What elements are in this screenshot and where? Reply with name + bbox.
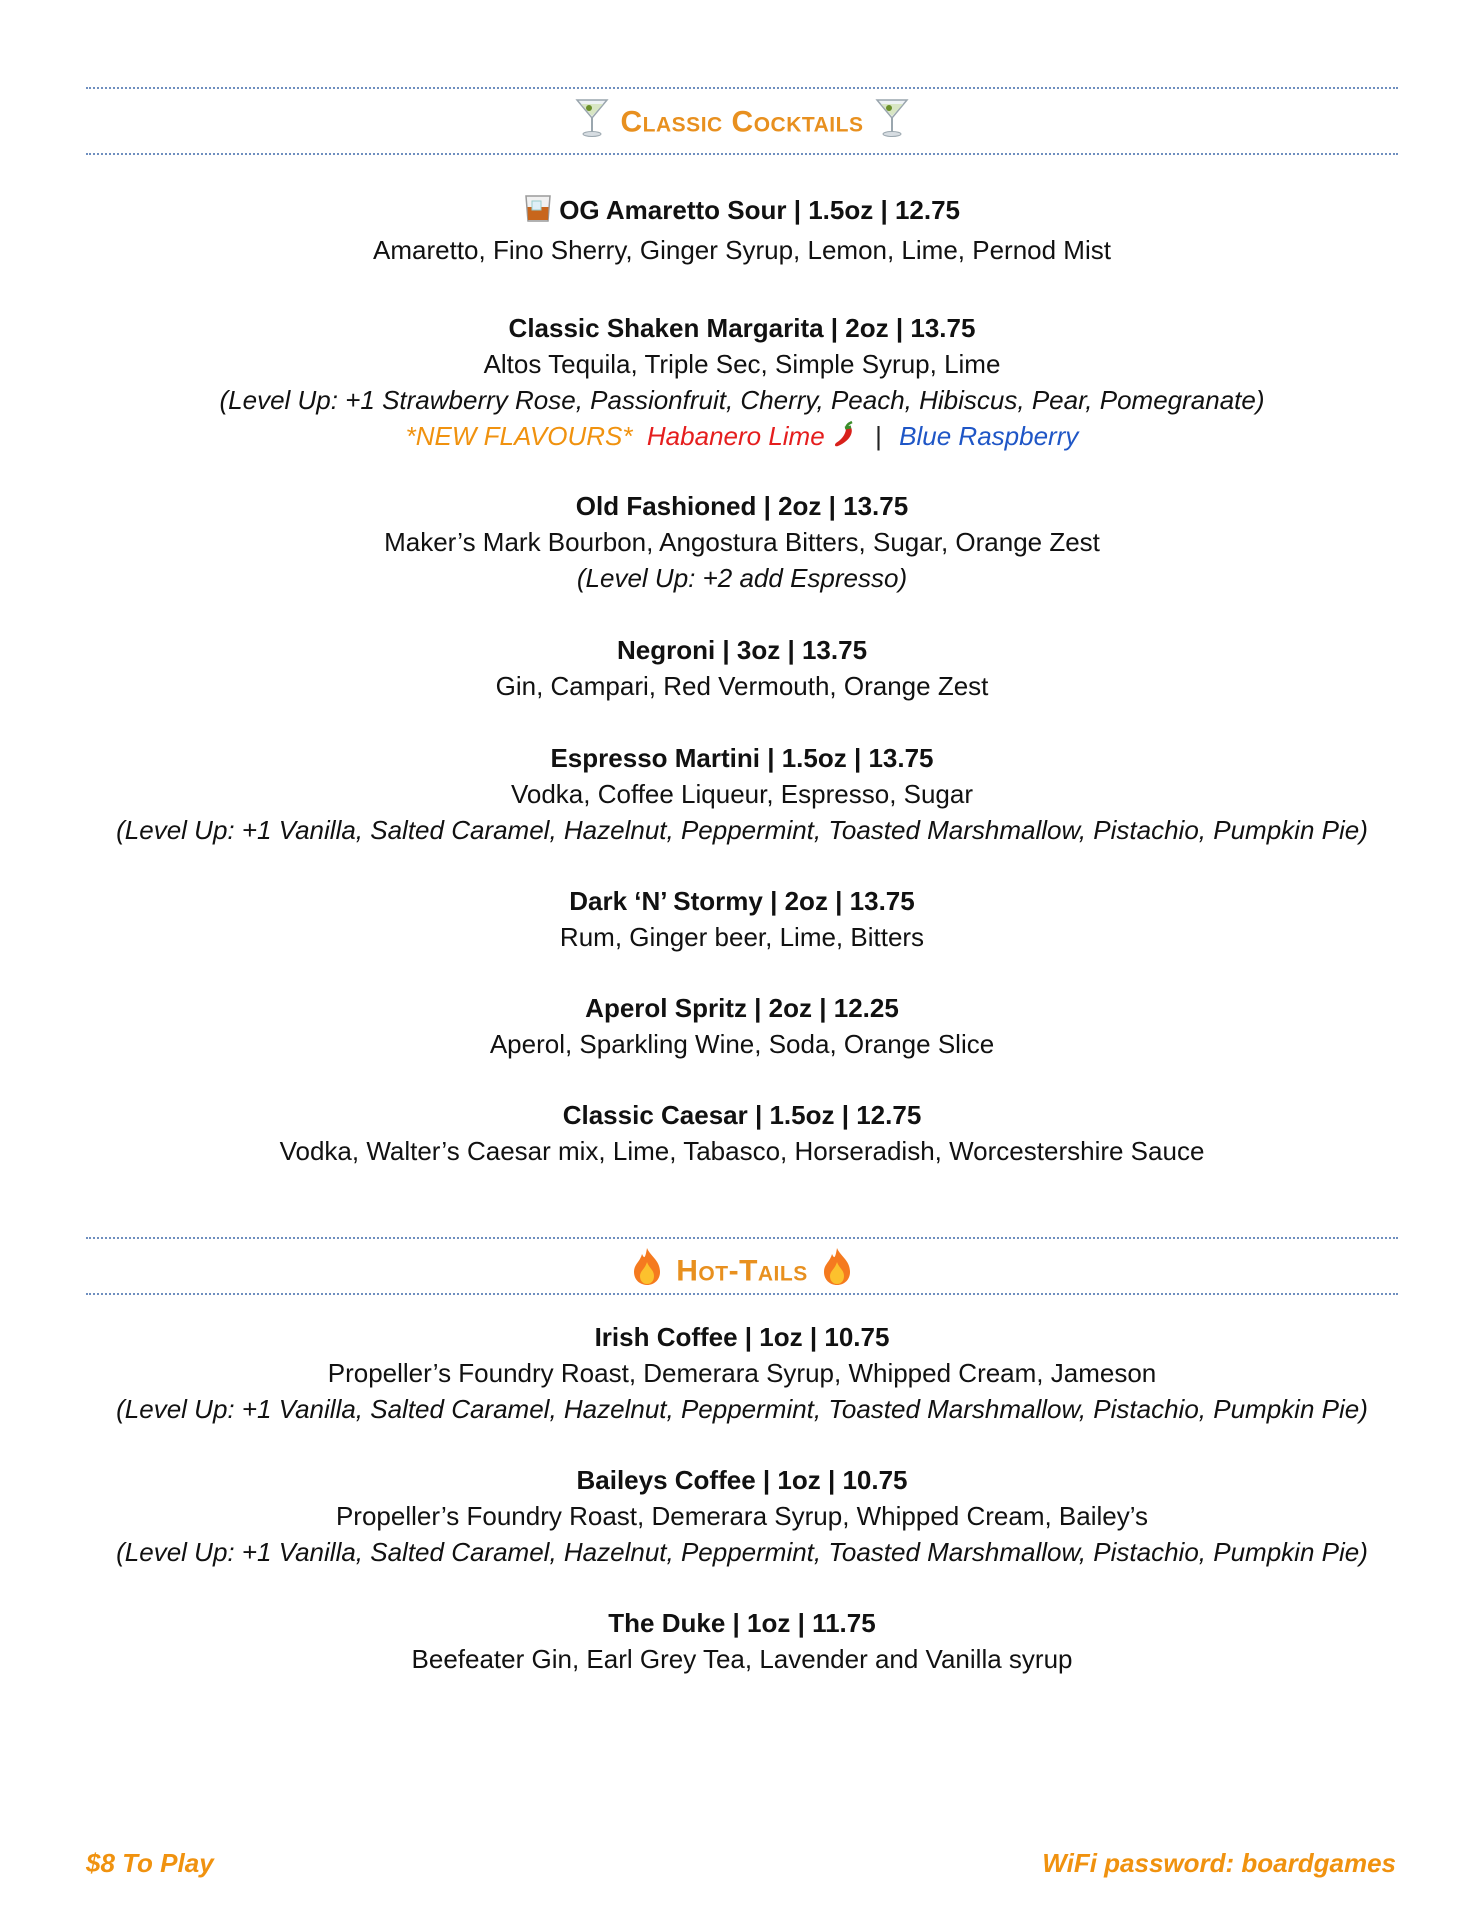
item-description: Beefeater Gin, Earl Grey Tea, Lavender and Vanilla syrup	[411, 1644, 1073, 1674]
menu-item	[0, 192, 1484, 268]
item-description: Propeller’s Foundry Roast, Demerara Syrup, Whipped Cream, Jameson	[327, 1358, 1157, 1388]
classic-cocktails-heading	[0, 96, 1484, 140]
section-divider	[86, 153, 1398, 155]
flavour-separator: |	[875, 421, 882, 451]
menu-item	[0, 1462, 1484, 1570]
item-description: Rum, Ginger beer, Lime, Bitters	[559, 922, 925, 952]
menu-item	[0, 990, 1484, 1062]
item-level-up: (Level Up: +1 Vanilla, Salted Caramel, Hazelnut, Peppermint, Toasted Marshmallow, Pistachio, Pumpkin Pie)	[116, 815, 1368, 845]
new-flavours-row	[0, 418, 1484, 457]
footer-wifi-password: WiFi password: boardgames	[1042, 1848, 1396, 1878]
item-name: Negroni | 3oz | 13.75	[616, 635, 868, 665]
section-title-text: Hot-Tails	[676, 1254, 808, 1288]
item-description: Altos Tequila, Triple Sec, Simple Syrup, Lime	[483, 349, 1001, 379]
item-description: Vodka, Walter’s Caesar mix, Lime, Tabasco, Horseradish, Worcestershire Sauce	[279, 1136, 1205, 1166]
footer-play-price: $8 To Play	[86, 1848, 214, 1878]
fire-icon	[630, 1246, 664, 1299]
section-title-text: Classic Cocktails	[620, 105, 864, 139]
martini-glass-icon	[575, 96, 609, 151]
menu-item	[0, 1097, 1484, 1169]
item-name: Espresso Martini | 1.5oz | 13.75	[550, 743, 934, 773]
item-description: Aperol, Sparkling Wine, Soda, Orange Slice	[489, 1029, 995, 1059]
item-name-row	[0, 192, 1484, 232]
blue-raspberry-flavour: Blue Raspberry	[899, 421, 1079, 451]
item-name: The Duke | 1oz | 11.75	[608, 1608, 876, 1638]
section-divider	[86, 1237, 1398, 1239]
item-name: Dark ‘N’ Stormy | 2oz | 13.75	[569, 886, 915, 916]
item-level-up: (Level Up: +1 Strawberry Rose, Passionfruit, Cherry, Peach, Hibiscus, Pear, Pomegranate)	[219, 385, 1265, 415]
menu-item	[0, 632, 1484, 704]
item-level-up: (Level Up: +2 add Espresso)	[576, 563, 908, 593]
item-description: Maker’s Mark Bourbon, Angostura Bitters, Sugar, Orange Zest	[384, 527, 1100, 557]
section-divider	[86, 1293, 1398, 1295]
fire-icon	[820, 1246, 854, 1299]
item-name: OG Amaretto Sour | 1.5oz | 12.75	[559, 195, 961, 225]
item-level-up: (Level Up: +1 Vanilla, Salted Caramel, Hazelnut, Peppermint, Toasted Marshmallow, Pistachio, Pumpkin Pie)	[116, 1537, 1368, 1567]
menu-item	[0, 883, 1484, 955]
menu-item	[0, 1605, 1484, 1677]
top-divider	[86, 87, 1398, 89]
item-name: Classic Shaken Margarita | 2oz | 13.75	[508, 313, 976, 343]
menu-item	[0, 488, 1484, 596]
new-flavours-label: *NEW FLAVOURS*	[405, 421, 633, 451]
menu-item	[0, 310, 1484, 457]
item-level-up: (Level Up: +1 Vanilla, Salted Caramel, Hazelnut, Peppermint, Toasted Marshmallow, Pistachio, Pumpkin Pie)	[116, 1394, 1368, 1424]
item-name: Baileys Coffee | 1oz | 10.75	[576, 1465, 908, 1495]
item-description: Propeller’s Foundry Roast, Demerara Syrup, Whipped Cream, Bailey’s	[335, 1501, 1149, 1531]
martini-glass-icon	[875, 96, 909, 151]
menu-item	[0, 740, 1484, 848]
item-description: Vodka, Coffee Liqueur, Espresso, Sugar	[510, 779, 974, 809]
menu-item	[0, 1319, 1484, 1427]
item-name: Old Fashioned | 2oz | 13.75	[575, 491, 909, 521]
whiskey-glass-icon	[524, 193, 552, 232]
item-name: Irish Coffee | 1oz | 10.75	[594, 1322, 890, 1352]
item-name: Aperol Spritz | 2oz | 12.25	[585, 993, 899, 1023]
habanero-lime-flavour: Habanero Lime	[646, 421, 825, 451]
item-description: Amaretto, Fino Sherry, Ginger Syrup, Lemon, Lime, Pernod Mist	[373, 234, 1111, 265]
item-description: Gin, Campari, Red Vermouth, Orange Zest	[495, 671, 989, 701]
item-name: Classic Caesar | 1.5oz | 12.75	[562, 1100, 922, 1130]
chili-pepper-icon	[832, 420, 858, 457]
hot-tails-heading	[0, 1246, 1484, 1290]
